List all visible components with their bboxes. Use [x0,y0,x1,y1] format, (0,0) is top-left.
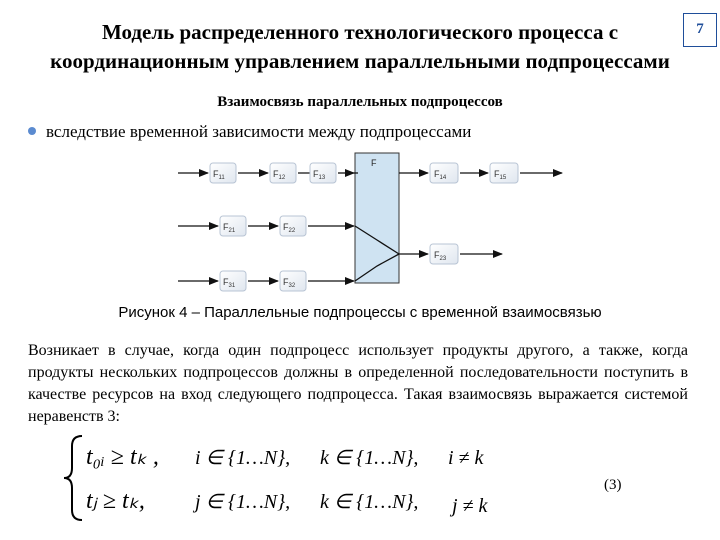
node-f31 [220,271,246,291]
left-brace-icon [64,436,82,520]
inequality-system [60,432,530,524]
eq-row2-c2: k ∈ {1…N}, [320,491,419,513]
node-f21 [220,216,246,236]
section-subtitle: Взаимосвязь параллельных подпроцессов [217,94,503,110]
slide-number: 7 [683,13,717,47]
svg-text:F15: $F_{15}$ [494,169,507,181]
svg-text:F32: $F_{32}$ [283,277,296,289]
title-line-2: координационным управлением параллельными подпроцессами [50,49,670,73]
node-f13 [310,163,336,183]
label-f0: F [371,158,377,168]
bullet-item [28,122,471,142]
node-f32 [280,271,306,291]
figure-caption: Рисунок 4 – Параллельные подпроцессы с временной взаимосвязью [118,304,602,321]
eq-row1-lhs: t₀ᵢ ≥ tₖ , [86,444,159,470]
parallel-processes-diagram [130,148,580,298]
bullet-dot-icon [28,127,36,135]
node-f15 [490,163,518,183]
node-f11 [210,163,236,183]
eq-row1-c3: i ≠ k [448,447,484,469]
slide-title [0,18,720,76]
node-f22 [280,216,306,236]
svg-text:F23: $F_{23}$ [434,250,447,262]
svg-text:F11: $F_{11}$ [213,169,225,181]
body-paragraph: Возникает в случае, когда один подпроцесс использует продукты другого, а также, когда продукты нескольких подпроцессов должны в определенной последовательности поступить в качестве ресурсов на вход следующего подпроцесса. Такая взаимосвязь выражается системой неравенств 3: [28,342,688,425]
node-f23 [430,244,458,264]
svg-text:F14: $F_{14}$ [434,169,447,181]
node-f14 [430,163,458,183]
equation-number: (3) [604,477,622,493]
eq-row2-lhs: tⱼ ≥ tₖ, [86,488,145,514]
eq-row2-c3: j ≠ k [452,495,488,517]
svg-text:F31: $F_{31}$ [223,277,236,289]
svg-text:F12: $F_{12}$ [273,169,286,181]
node-f12 [270,163,296,183]
bullet-text: вследствие временной зависимости между подпроцессами [46,122,472,141]
eq-row1-c1: i ∈ {1…N}, [195,447,291,469]
svg-text:F21: $F_{21}$ [223,222,236,234]
process-block-f0 [355,153,399,283]
eq-row2-c1: j ∈ {1…N}, [195,491,291,513]
title-line-1: Модель распределенного технологического процесса с [101,20,619,44]
svg-text:F13: $F_{13}$ [313,169,326,181]
eq-row1-c2: k ∈ {1…N}, [320,447,419,469]
svg-text:F22: $F_{22}$ [283,222,296,234]
